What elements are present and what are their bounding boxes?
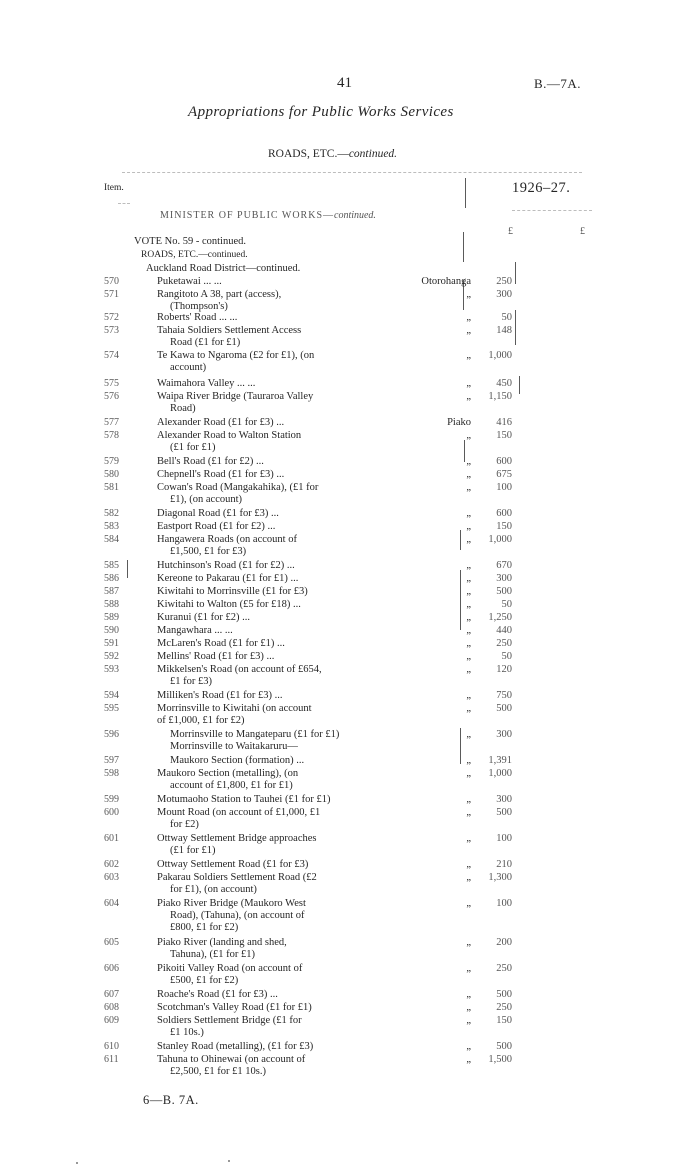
district-name: Piako [447, 417, 471, 428]
item-description: Ottway Settlement Road (£1 for £3) [157, 859, 309, 870]
district-name: „ [466, 937, 471, 948]
item-description: Tahaia Soldiers Settlement Access [157, 325, 302, 336]
item-description: Ottway Settlement Bridge approaches [157, 833, 317, 844]
amount-value: 440 [496, 625, 512, 636]
item-description: Roache's Road (£1 for £3) ... [157, 989, 278, 1000]
district-name: „ [466, 560, 471, 571]
item-number: 573 [104, 325, 119, 336]
district-name: „ [466, 963, 471, 974]
table-row [0, 599, 700, 613]
item-number: 597 [104, 755, 119, 766]
amount-value: 150 [496, 521, 512, 532]
amount-value: 300 [496, 794, 512, 805]
item-number: 593 [104, 664, 119, 675]
amount-value: 1,000 [488, 534, 512, 545]
district-name: „ [466, 350, 471, 361]
district-name: „ [466, 729, 471, 740]
item-description: Mount Road (on account of £1,000, £1 [157, 807, 321, 818]
table-row [0, 807, 700, 830]
district-name: „ [466, 703, 471, 714]
item-description: Hutchinson's Road (£1 for £2) ... [157, 560, 295, 571]
item-number: 607 [104, 989, 119, 1000]
item-description: of £1,000, £1 for £2) [157, 715, 245, 726]
item-description: (Thompson's) [170, 301, 228, 312]
amount-value: 500 [496, 1041, 512, 1052]
amount-value: 300 [496, 729, 512, 740]
table-row [0, 612, 700, 626]
district-name: „ [466, 768, 471, 779]
table-row [0, 469, 700, 483]
district-name: „ [466, 625, 471, 636]
item-description: Rangitoto A 38, part (access), [157, 289, 282, 300]
currency-symbol: £ [508, 226, 513, 237]
item-description: Road) [170, 403, 196, 414]
item-description: Kuranui (£1 for £2) ... [157, 612, 251, 623]
amount-value: 1,150 [488, 391, 512, 402]
item-number: 603 [104, 872, 119, 883]
table-row [0, 651, 700, 665]
district-name: „ [466, 456, 471, 467]
section-title-continued: continued. [348, 148, 398, 160]
amount-value: 500 [496, 807, 512, 818]
amount-value: 500 [496, 586, 512, 597]
amount-value: 600 [496, 508, 512, 519]
scan-speck [76, 1162, 78, 1164]
item-number: 592 [104, 651, 119, 662]
item-number: 576 [104, 391, 119, 402]
table-row [0, 755, 700, 769]
table-row [0, 521, 700, 535]
item-number: 594 [104, 690, 119, 701]
table-row [0, 859, 700, 873]
item-header-rule [118, 203, 130, 204]
item-description: Road), (Tahuna), (on account of [170, 910, 305, 921]
item-description: Morrinsville to Mangateparu (£1 for £1) [170, 729, 340, 740]
table-row [0, 1015, 700, 1038]
item-description: Scotchman's Valley Road (£1 for £1) [157, 1002, 312, 1013]
amount-value: 1,391 [488, 755, 512, 766]
item-description: account of £1,800, £1 for £1) [170, 780, 293, 791]
item-description: Puketawai ... ... [157, 276, 222, 287]
page-number: 41 [337, 75, 352, 91]
item-number: 578 [104, 430, 119, 441]
item-description: Roberts' Road ... ... [157, 312, 238, 323]
item-description: £1 10s.) [170, 1027, 204, 1038]
district-name: „ [466, 482, 471, 493]
item-description: Road (£1 for £1) [170, 337, 241, 348]
district-name: „ [466, 664, 471, 675]
page-title: Appropriations for Public Works Services [188, 104, 454, 120]
item-number: 606 [104, 963, 119, 974]
item-description: Maukoro Section (formation) ... [170, 755, 305, 766]
district-name: „ [466, 325, 471, 336]
amount-value: 200 [496, 937, 512, 948]
table-row [0, 794, 700, 808]
district-name: „ [466, 391, 471, 402]
roads-subheading: ROADS, ETC.—continued. [141, 250, 248, 260]
table-row [0, 664, 700, 687]
table-row [0, 1054, 700, 1077]
item-description: Kiwitahi to Morrinsville (£1 for £3) [157, 586, 308, 597]
table-row [0, 456, 700, 470]
amount-value: 670 [496, 560, 512, 571]
table-row [0, 508, 700, 522]
ministry-name: MINISTER OF PUBLIC WORKS— [160, 210, 334, 221]
district-name: „ [466, 378, 471, 389]
item-description: McLaren's Road (£1 for £1) ... [157, 638, 285, 649]
item-description: Soldiers Settlement Bridge (£1 for [157, 1015, 302, 1026]
amount-value: 100 [496, 482, 512, 493]
table-row [0, 573, 700, 587]
district-name: „ [466, 989, 471, 1000]
item-description: £500, £1 for £2) [170, 975, 239, 986]
table-row [0, 482, 700, 505]
table-row [0, 625, 700, 639]
item-description: £1), (on account) [170, 494, 243, 505]
item-number: 577 [104, 417, 119, 428]
item-description: for £1), (on account) [170, 884, 257, 895]
table-row [0, 350, 700, 373]
table-row [0, 937, 700, 960]
district-name: „ [466, 898, 471, 909]
amount-value: 250 [496, 276, 512, 287]
item-number: 610 [104, 1041, 119, 1052]
item-description: Chepnell's Road (£1 for £3) ... [157, 469, 285, 480]
district-name: „ [466, 612, 471, 623]
table-row [0, 289, 700, 312]
table-row [0, 276, 700, 290]
amount-value: 416 [496, 417, 512, 428]
item-description: for £2) [170, 819, 199, 830]
item-description: Alexander Road (£1 for £3) ... [157, 417, 285, 428]
district-name: „ [466, 573, 471, 584]
ministry-heading [160, 210, 376, 221]
item-number: 575 [104, 378, 119, 389]
amount-value: 250 [496, 963, 512, 974]
table-row [0, 898, 700, 933]
item-number: 581 [104, 482, 119, 493]
district-name: „ [466, 289, 471, 300]
district-name: Otorohanga [421, 276, 471, 287]
amount-value: 1,000 [488, 768, 512, 779]
district-name: „ [466, 508, 471, 519]
item-number: 572 [104, 312, 119, 323]
amount-value: 120 [496, 664, 512, 675]
item-description: Kereone to Pakarau (£1 for £1) ... [157, 573, 299, 584]
item-description: account) [170, 362, 207, 373]
amount-value: 50 [501, 312, 512, 323]
district-name: „ [466, 755, 471, 766]
item-number: 570 [104, 276, 119, 287]
table-row [0, 430, 700, 453]
district-name: „ [466, 1041, 471, 1052]
table-row [0, 703, 700, 726]
item-number: 608 [104, 1002, 119, 1013]
item-number: 574 [104, 350, 119, 361]
district-name: „ [466, 833, 471, 844]
item-description: £2,500, £1 for £1 10s.) [170, 1066, 266, 1077]
district-name: „ [466, 651, 471, 662]
amount-value: 450 [496, 378, 512, 389]
district-name: „ [466, 469, 471, 480]
item-number: 587 [104, 586, 119, 597]
table-row [0, 378, 700, 392]
currency-symbol: £ [580, 226, 585, 237]
item-number: 599 [104, 794, 119, 805]
item-number: 580 [104, 469, 119, 480]
table-row [0, 963, 700, 986]
district-name: „ [466, 872, 471, 883]
item-description: Pakarau Soldiers Settlement Road (£2 [157, 872, 317, 883]
district-subheading: Auckland Road District—continued. [146, 263, 301, 274]
district-name: „ [466, 794, 471, 805]
item-number: 583 [104, 521, 119, 532]
ministry-continued: continued. [334, 210, 376, 221]
table-row [0, 534, 700, 557]
item-description: Eastport Road (£1 for £2) ... [157, 521, 276, 532]
amount-value: 50 [501, 651, 512, 662]
amount-value: 750 [496, 690, 512, 701]
item-description: Te Kawa to Ngaroma (£2 for £1), (on [157, 350, 315, 361]
amount-value: 300 [496, 573, 512, 584]
amount-value: 600 [496, 456, 512, 467]
item-description: Mellins' Road (£1 for £3) ... [157, 651, 275, 662]
amount-value: 300 [496, 289, 512, 300]
signature-mark: 6—B. 7A. [143, 1093, 199, 1107]
item-number: 609 [104, 1015, 119, 1026]
amount-value: 50 [501, 599, 512, 610]
district-name: „ [466, 638, 471, 649]
item-number: 589 [104, 612, 119, 623]
table-row [0, 729, 700, 752]
amount-value: 150 [496, 430, 512, 441]
item-description: Waimahora Valley ... ... [157, 378, 256, 389]
item-number: 600 [104, 807, 119, 818]
item-description: Tahuna), (£1 for £1) [170, 949, 255, 960]
item-description: Tahuna to Ohinewai (on account of [157, 1054, 306, 1065]
table-row [0, 638, 700, 652]
table-row [0, 586, 700, 600]
table-row [0, 1041, 700, 1055]
item-number: 586 [104, 573, 119, 584]
amount-value: 210 [496, 859, 512, 870]
vote-heading: VOTE No. 59 - continued. [134, 236, 246, 247]
header-rule-top [122, 172, 582, 173]
item-description: (£1 for £1) [170, 442, 216, 453]
amount-value: 1,250 [488, 612, 512, 623]
column-rule [463, 232, 464, 262]
item-description: £1 for £3) [170, 676, 212, 687]
table-row [0, 833, 700, 856]
item-description: Hangawera Roads (on account of [157, 534, 297, 545]
item-description: Stanley Road (metalling), (£1 for £3) [157, 1041, 314, 1052]
item-description: £800, £1 for £2) [170, 922, 239, 933]
item-number: 604 [104, 898, 119, 909]
item-description: Milliken's Road (£1 for £3) ... [157, 690, 283, 701]
amount-value: 250 [496, 1002, 512, 1013]
amount-value: 500 [496, 989, 512, 1000]
district-name: „ [466, 534, 471, 545]
item-number: 590 [104, 625, 119, 636]
item-number: 605 [104, 937, 119, 948]
section-title-main: ROADS, ETC.— [268, 148, 349, 160]
district-name: „ [466, 807, 471, 818]
item-description: Morrinsville to Kiwitahi (on account [157, 703, 312, 714]
amount-value: 100 [496, 833, 512, 844]
item-description: Motumaoho Station to Tauhei (£1 for £1) [157, 794, 331, 805]
item-number: 595 [104, 703, 119, 714]
table-row [0, 325, 700, 348]
item-number: 598 [104, 768, 119, 779]
item-description: Pikoiti Valley Road (on account of [157, 963, 303, 974]
item-description: (£1 for £1) [170, 845, 216, 856]
scan-speck [228, 1160, 230, 1162]
item-number: 584 [104, 534, 119, 545]
item-number: 602 [104, 859, 119, 870]
item-number: 596 [104, 729, 119, 740]
item-description: Mikkelsen's Road (on account of £654, [157, 664, 322, 675]
item-description: Cowan's Road (Mangakahika), (£1 for [157, 482, 319, 493]
item-description: Alexander Road to Walton Station [157, 430, 302, 441]
district-name: „ [466, 1015, 471, 1026]
item-number: 571 [104, 289, 119, 300]
item-description: Bell's Road (£1 for £2) ... [157, 456, 264, 467]
district-name: „ [466, 586, 471, 597]
amount-value: 150 [496, 1015, 512, 1026]
item-number: 582 [104, 508, 119, 519]
year-header-rule [512, 210, 592, 211]
amount-value: 500 [496, 703, 512, 714]
table-row [0, 872, 700, 895]
district-name: „ [466, 312, 471, 323]
amount-value: 100 [496, 898, 512, 909]
district-name: „ [466, 521, 471, 532]
column-header-item: Item. [104, 183, 124, 193]
district-name: „ [466, 859, 471, 870]
amount-value: 1,300 [488, 872, 512, 883]
section-title [268, 148, 397, 160]
item-number: 591 [104, 638, 119, 649]
table-row [0, 312, 700, 326]
column-header-year: 1926–27. [512, 180, 571, 196]
table-row [0, 560, 700, 574]
district-name: „ [466, 1002, 471, 1013]
table-row [0, 1002, 700, 1016]
item-number: 585 [104, 560, 119, 571]
district-name: „ [466, 1054, 471, 1065]
district-name: „ [466, 690, 471, 701]
amount-value: 1,500 [488, 1054, 512, 1065]
item-description: Morrinsville to Waitakaruru— [170, 741, 298, 752]
item-number: 588 [104, 599, 119, 610]
amount-value: 250 [496, 638, 512, 649]
table-row [0, 391, 700, 414]
amount-value: 148 [496, 325, 512, 336]
item-description: Piako River (landing and shed, [157, 937, 287, 948]
item-description: Mangawhara ... ... [157, 625, 233, 636]
table-row [0, 417, 700, 431]
item-description: Maukoro Section (metalling), (on [157, 768, 299, 779]
column-rule [465, 178, 466, 208]
amount-value: 1,000 [488, 350, 512, 361]
document-reference: B.—7A. [534, 76, 582, 91]
district-name: „ [466, 599, 471, 610]
item-number: 601 [104, 833, 119, 844]
table-row [0, 989, 700, 1003]
item-description: Diagonal Road (£1 for £3) ... [157, 508, 279, 519]
table-row [0, 768, 700, 791]
item-number: 579 [104, 456, 119, 467]
table-row [0, 690, 700, 704]
amount-value: 675 [496, 469, 512, 480]
item-description: Piako River Bridge (Maukoro West [157, 898, 306, 909]
item-description: Kiwitahi to Walton (£5 for £18) ... [157, 599, 301, 610]
item-description: £1,500, £1 for £3) [170, 546, 247, 557]
district-name: „ [466, 430, 471, 441]
item-description: Waipa River Bridge (Tauraroa Valley [157, 391, 314, 402]
item-number: 611 [104, 1054, 119, 1065]
